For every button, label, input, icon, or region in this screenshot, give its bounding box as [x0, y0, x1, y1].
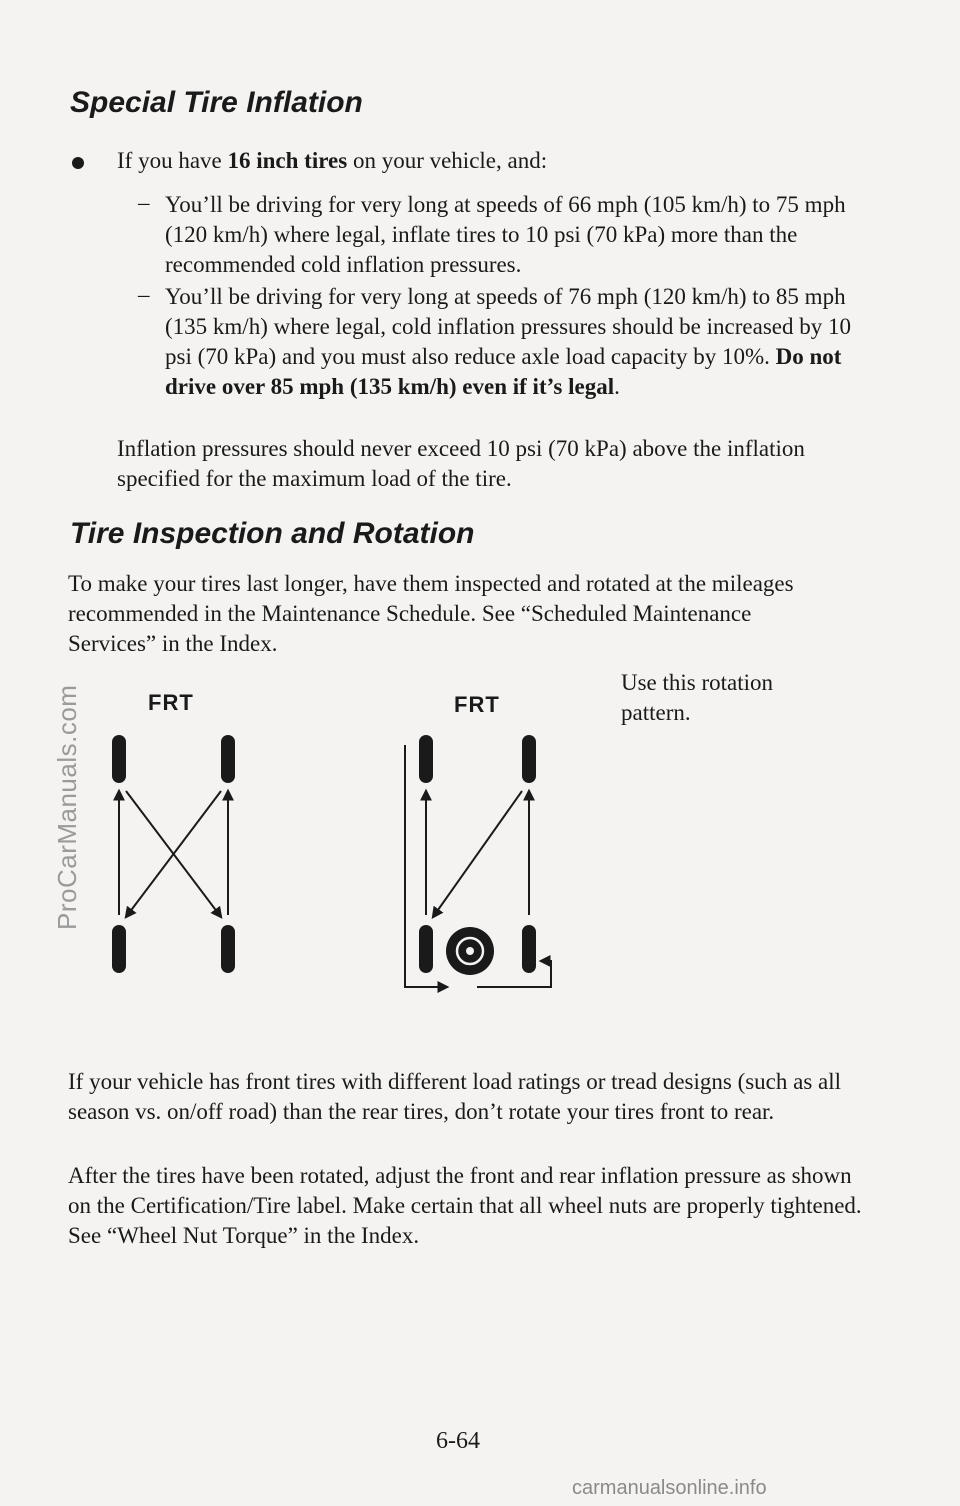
emphasis-16-inch-tires: 16 inch tires: [227, 148, 348, 173]
diagram-left-front-label: FRT: [148, 690, 194, 715]
tire-rear-right-icon: [221, 925, 235, 973]
tire-front-right-icon: [221, 735, 235, 783]
watermark-procarmanuals: ProCarManuals.com: [52, 684, 82, 930]
arrow-front-right-to-rear-left-icon: [433, 791, 522, 917]
dash-marker: –: [138, 282, 150, 307]
section-title-special-tire-inflation: Special Tire Inflation: [70, 86, 363, 119]
rotation-diagram-five-tire: [385, 725, 575, 1000]
after-rotation-paragraph: After the tires have been rotated, adjust the front and rear inflation pressure as shown on the Certification/Tire label. Make certain that all wheel nuts are properly tightened. See “Wheel Nut Torque” in the Index.: [68, 1163, 862, 1248]
tire-rear-left-icon: [419, 925, 433, 973]
rotation-diagram-four-tire: [100, 725, 260, 985]
rotation-intro-paragraph: To make your tires last longer, have them inspected and rotated at the mileages recommended in the Maintenance Schedule. See “Scheduled Maintenance Services” in the Index.: [68, 571, 794, 656]
watermark-carmanualsonline: carmanualsonline.info: [572, 1477, 767, 1499]
tire-rear-left-icon: [112, 925, 126, 973]
bullet-text: If you have 16 inch tires on your vehicle, and:: [117, 148, 548, 173]
tire-front-right-icon: [522, 735, 536, 783]
tire-front-left-icon: [112, 735, 126, 783]
inflation-limit-note: Inflation pressures should never exceed 10 psi (70 kPa) above the inflation specified for the maximum load of the tire.: [117, 436, 805, 491]
bullet-icon: [72, 157, 84, 169]
sub-item-66-75-mph: You’ll be driving for very long at speeds of 66 mph (105 km/h) to 75 mph (120 km/h) where legal, inflate tires to 10 psi (70 kPa) more than the recommended cold inflation pressures.: [165, 192, 846, 277]
diagram-right-front-label: FRT: [454, 692, 500, 717]
load-rating-paragraph: If your vehicle has front tires with different load ratings or tread designs (such as all season vs. on/off road) than the rear tires, don’t rotate your tires front to rear.: [68, 1069, 842, 1124]
diagram-caption: Use this rotation pattern.: [621, 670, 774, 725]
section-title-tire-inspection-rotation: Tire Inspection and Rotation: [70, 517, 475, 550]
sub-item-76-85-mph: You’ll be driving for very long at speeds of 76 mph (120 km/h) to 85 mph (135 km/h) where legal, cold inflation pressures should be increased by 10 psi (70 kPa) and you must also reduce axle load capacity by 10%. Do not drive over 85 mph (135 km/h) even if it’s legal.: [165, 284, 851, 399]
page-number: 6-64: [436, 1428, 480, 1454]
tire-front-left-icon: [419, 735, 433, 783]
warning-do-not-exceed-85: Do not drive over 85 mph (135 km/h) even if it’s legal: [165, 344, 842, 399]
tire-rear-right-icon: [522, 925, 536, 973]
dash-marker: –: [138, 190, 150, 215]
